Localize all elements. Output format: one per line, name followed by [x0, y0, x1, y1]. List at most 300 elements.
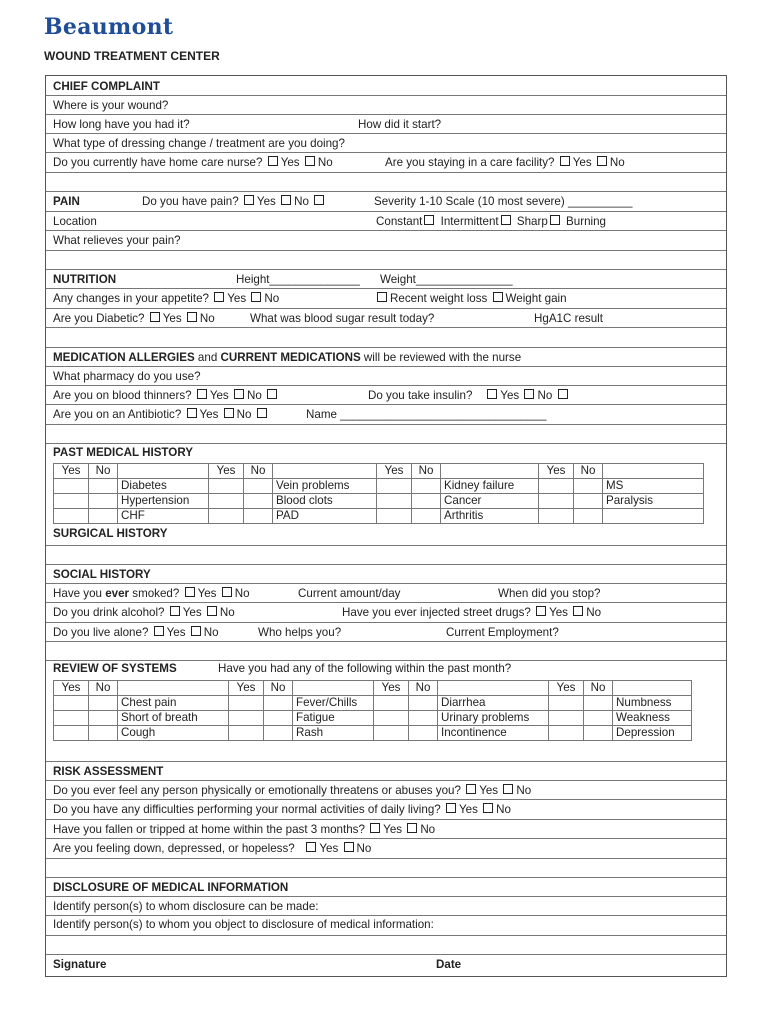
severity-label: Severity 1-10 Scale (10 most severe) __________ — [374, 195, 633, 208]
adl-row — [46, 800, 726, 820]
yes-cell[interactable] — [549, 726, 584, 741]
yes-cell[interactable] — [54, 509, 89, 524]
symptom-cell: Diarrhea — [438, 696, 549, 711]
blood-thinners-row — [46, 386, 726, 405]
condition-cell: PAD — [273, 509, 377, 524]
home-care-yes-checkbox[interactable] — [268, 156, 278, 166]
no-label: No — [199, 312, 215, 325]
alcohol-no-checkbox[interactable] — [207, 606, 217, 616]
pmh-title: PAST MEDICAL HISTORY — [53, 446, 193, 459]
home-care-label: Do you currently have home care nurse? — [53, 156, 263, 169]
and-text: and — [194, 351, 221, 364]
drugs-question — [342, 606, 601, 620]
alcohol-yes-checkbox[interactable] — [170, 606, 180, 616]
yes-label: Yes — [197, 587, 217, 600]
table-row — [54, 696, 692, 711]
insulin-yes-checkbox[interactable] — [487, 389, 497, 399]
no-cell[interactable] — [409, 726, 438, 741]
insulin-extra-checkbox[interactable] — [558, 389, 568, 399]
no-cell[interactable] — [89, 509, 118, 524]
antibiotic-yes-checkbox[interactable] — [187, 408, 197, 418]
intermittent-checkbox[interactable] — [501, 215, 511, 225]
pain-extra-checkbox[interactable] — [314, 195, 324, 205]
pmh-cell — [273, 464, 377, 479]
yes-cell[interactable] — [377, 509, 412, 524]
symptom-cell: Fever/Chills — [293, 696, 374, 711]
no-cell[interactable] — [412, 494, 441, 509]
signature-row — [46, 955, 726, 976]
page-subtitle: WOUND TREATMENT CENTER — [44, 49, 220, 63]
no-header: No — [89, 681, 118, 696]
employment-label: Current Employment? — [446, 626, 559, 639]
constant-checkbox[interactable] — [424, 215, 434, 225]
drugs-yes-checkbox[interactable] — [536, 606, 546, 616]
depressed-yes-checkbox[interactable] — [306, 842, 316, 852]
weight-loss-checkbox[interactable] — [377, 292, 387, 302]
no-label: No — [356, 842, 372, 855]
date-field[interactable]: Date — [436, 958, 462, 971]
ros-cell — [118, 681, 229, 696]
condition-cell — [603, 509, 704, 524]
insulin-label: Do you take insulin? — [368, 389, 473, 402]
symptom-cell: Depression — [613, 726, 692, 741]
home-care-no-checkbox[interactable] — [305, 156, 315, 166]
yes-header: Yes — [549, 681, 584, 696]
antibiotic-label: Are you on an Antibiotic? — [53, 408, 182, 421]
yes-cell[interactable] — [209, 494, 244, 509]
condition-cell: MS — [603, 479, 704, 494]
weight-gain-checkbox[interactable] — [493, 292, 503, 302]
no-cell[interactable] — [574, 479, 603, 494]
insulin-question — [368, 389, 571, 403]
thinners-yes-checkbox[interactable] — [197, 389, 207, 399]
antibiotic-row — [46, 405, 726, 425]
blood-thinners-question — [53, 389, 280, 403]
smoked-row — [46, 584, 726, 603]
smoked-text-a: Have you — [53, 587, 106, 600]
wound-location-label: Where is your wound? — [53, 99, 169, 112]
yes-cell[interactable] — [54, 711, 89, 726]
yes-cell[interactable] — [539, 509, 574, 524]
disclosure-allow-row[interactable] — [46, 897, 726, 916]
insulin-no-checkbox[interactable] — [524, 389, 534, 399]
pain-type-options — [376, 215, 606, 229]
social-row — [46, 565, 726, 584]
ros-cell — [438, 681, 549, 696]
intake-form — [45, 75, 727, 977]
condition-cell: CHF — [118, 509, 209, 524]
weight-loss-label: Recent weight loss — [390, 292, 488, 305]
alone-question — [53, 626, 219, 640]
table-row — [54, 681, 692, 696]
adl-label: Do you have any difficulties performing your normal activities of daily living? — [53, 803, 441, 816]
pmh-table — [53, 463, 704, 524]
no-label: No — [246, 389, 262, 402]
yes-header: Yes — [54, 681, 89, 696]
no-label: No — [537, 389, 553, 402]
chief-title: CHIEF COMPLAINT — [53, 80, 160, 93]
yes-header: Yes — [54, 464, 89, 479]
yes-label: Yes — [500, 389, 520, 402]
reviewed-text: will be reviewed with the nurse — [360, 351, 522, 364]
yes-cell[interactable] — [209, 509, 244, 524]
yes-label: Yes — [549, 606, 568, 619]
allergies-title: MEDICATION ALLERGIES — [53, 351, 195, 364]
yes-cell[interactable] — [54, 726, 89, 741]
symptom-cell: Urinary problems — [438, 711, 549, 726]
fall-yes-checkbox[interactable] — [370, 823, 380, 833]
home-care-question — [53, 156, 333, 170]
spacer-row — [46, 859, 726, 878]
depressed-row — [46, 839, 726, 859]
appetite-no-checkbox[interactable] — [251, 292, 261, 302]
yes-label: Yes — [572, 156, 592, 169]
pmh-cell — [118, 464, 209, 479]
depressed-no-checkbox[interactable] — [344, 842, 354, 852]
no-header: No — [89, 464, 118, 479]
surgical-input-row[interactable] — [46, 546, 726, 565]
risk-row — [46, 762, 726, 781]
relieves-label: What relieves your pain? — [53, 234, 181, 247]
thinners-extra-checkbox[interactable] — [267, 389, 277, 399]
spacer-row — [46, 936, 726, 955]
medications-row — [46, 348, 726, 367]
relieves-row[interactable] — [46, 231, 726, 251]
appetite-row — [46, 289, 726, 309]
blood-sugar-label: What was blood sugar result today? — [250, 312, 435, 325]
alcohol-label: Do you drink alcohol? — [53, 606, 165, 619]
appetite-question — [53, 292, 279, 306]
yes-header: Yes — [374, 681, 409, 696]
fall-row — [46, 820, 726, 839]
yes-label: Yes — [182, 606, 202, 619]
home-care-row — [46, 153, 726, 173]
abuse-yes-checkbox[interactable] — [466, 784, 476, 794]
yes-cell[interactable] — [374, 711, 409, 726]
pharmacy-label: What pharmacy do you use? — [53, 370, 201, 383]
pain-location-row — [46, 212, 726, 231]
no-label: No — [609, 156, 625, 169]
spacer-row — [46, 328, 726, 348]
ros-table — [53, 680, 692, 741]
burning-label: Burning — [566, 215, 607, 228]
yes-label: Yes — [280, 156, 300, 169]
no-cell[interactable] — [89, 696, 118, 711]
table-row — [54, 726, 692, 741]
no-cell[interactable] — [264, 711, 293, 726]
ros-cell — [613, 681, 692, 696]
yes-cell[interactable] — [229, 696, 264, 711]
no-cell[interactable] — [574, 509, 603, 524]
yes-cell[interactable] — [374, 696, 409, 711]
no-header: No — [584, 681, 613, 696]
antibiotic-question — [53, 408, 270, 422]
pharmacy-row[interactable] — [46, 367, 726, 386]
yes-cell[interactable] — [549, 711, 584, 726]
yes-cell[interactable] — [209, 479, 244, 494]
ros-title: REVIEW OF SYSTEMS — [53, 662, 177, 675]
social-title: SOCIAL HISTORY — [53, 568, 151, 581]
no-cell[interactable] — [89, 479, 118, 494]
location-label: Location — [53, 215, 97, 228]
diabetic-yes-checkbox[interactable] — [150, 312, 160, 322]
antibiotic-extra-checkbox[interactable] — [257, 408, 267, 418]
appetite-yes-checkbox[interactable] — [214, 292, 224, 302]
alone-no-checkbox[interactable] — [191, 626, 201, 636]
no-cell[interactable] — [412, 509, 441, 524]
no-cell[interactable] — [584, 696, 613, 711]
symptom-cell: Weakness — [613, 711, 692, 726]
disclosure-object-row[interactable] — [46, 916, 726, 936]
risk-title: RISK ASSESSMENT — [53, 765, 164, 778]
abuse-row — [46, 781, 726, 800]
condition-cell: Arthritis — [441, 509, 539, 524]
no-label: No — [236, 408, 252, 421]
wound-start-label: How did it start? — [358, 118, 442, 131]
ros-cell — [293, 681, 374, 696]
no-label: No — [219, 606, 235, 619]
adl-no-checkbox[interactable] — [483, 803, 493, 813]
care-facility-label: Are you staying in a care facility? — [385, 156, 555, 169]
pmh-cell — [441, 464, 539, 479]
spacer-row — [46, 746, 726, 762]
table-row — [54, 464, 704, 479]
yes-cell[interactable] — [377, 494, 412, 509]
smoked-no-checkbox[interactable] — [222, 587, 232, 597]
no-label: No — [203, 626, 219, 639]
yes-label: Yes — [458, 803, 478, 816]
condition-cell: Vein problems — [273, 479, 377, 494]
no-label: No — [264, 292, 280, 305]
condition-cell: Blood clots — [273, 494, 377, 509]
disclosure-title: DISCLOSURE OF MEDICAL INFORMATION — [53, 881, 289, 894]
height-field[interactable]: Height______________ — [236, 273, 360, 286]
nutrition-title: NUTRITION — [53, 273, 117, 286]
no-cell[interactable] — [409, 711, 438, 726]
yes-header: Yes — [229, 681, 264, 696]
smoked-yes-checkbox[interactable] — [185, 587, 195, 597]
drugs-label: Have you ever injected street drugs? — [342, 606, 531, 619]
yes-cell[interactable] — [549, 696, 584, 711]
no-cell[interactable] — [574, 494, 603, 509]
alcohol-row — [46, 603, 726, 623]
antibiotic-name-field[interactable]: Name ________________________________ — [306, 408, 547, 421]
depressed-label: Are you feeling down, depressed, or hopeless? — [53, 842, 295, 855]
antibiotic-no-checkbox[interactable] — [224, 408, 234, 418]
yes-cell[interactable] — [539, 494, 574, 509]
condition-cell: Paralysis — [603, 494, 704, 509]
wound-location-row[interactable] — [46, 96, 726, 115]
no-cell[interactable] — [584, 726, 613, 741]
no-label: No — [586, 606, 602, 619]
chief-header-row — [46, 76, 726, 96]
no-label: No — [420, 823, 436, 836]
no-label: No — [317, 156, 333, 169]
no-cell[interactable] — [409, 696, 438, 711]
diabetic-label: Are you Diabetic? — [53, 312, 145, 325]
pain-row — [46, 192, 726, 212]
no-cell[interactable] — [584, 711, 613, 726]
yes-label: Yes — [166, 626, 186, 639]
hga1c-label: HgA1C result — [534, 312, 603, 325]
care-facility-yes-checkbox[interactable] — [560, 156, 570, 166]
yes-label: Yes — [479, 784, 499, 797]
medications-title — [53, 351, 521, 365]
pain-yes-checkbox[interactable] — [244, 195, 254, 205]
no-label: No — [516, 784, 532, 797]
fall-label: Have you fallen or tripped at home within the past 3 months? — [53, 823, 365, 836]
no-label: No — [496, 803, 511, 816]
weight-field[interactable]: Weight_______________ — [380, 273, 513, 286]
yes-cell[interactable] — [229, 726, 264, 741]
sharp-label: Sharp — [516, 215, 548, 228]
stop-label: When did you stop? — [498, 587, 601, 600]
care-facility-question — [385, 156, 625, 170]
condition-cell: Hypertension — [118, 494, 209, 509]
diabetic-question — [53, 312, 215, 326]
yes-cell[interactable] — [377, 479, 412, 494]
disclosure-row — [46, 878, 726, 897]
yes-cell[interactable] — [229, 711, 264, 726]
alcohol-question — [53, 606, 235, 620]
wound-duration-row[interactable] — [46, 115, 726, 134]
no-cell[interactable] — [244, 479, 273, 494]
table-row — [54, 509, 704, 524]
symptom-cell: Cough — [118, 726, 229, 741]
beaumont-logo: Beaumont — [44, 14, 174, 40]
no-cell[interactable] — [264, 696, 293, 711]
pain-no-checkbox[interactable] — [281, 195, 291, 205]
nutrition-row — [46, 270, 726, 289]
symptom-cell: Chest pain — [118, 696, 229, 711]
yes-header: Yes — [377, 464, 412, 479]
no-header: No — [264, 681, 293, 696]
alone-label: Do you live alone? — [53, 626, 149, 639]
symptom-cell: Incontinence — [438, 726, 549, 741]
no-label: No — [234, 587, 250, 600]
symptom-cell: Short of breath — [118, 711, 229, 726]
abuse-no-checkbox[interactable] — [503, 784, 513, 794]
condition-cell: Diabetes — [118, 479, 209, 494]
spacer-row — [46, 173, 726, 192]
no-header: No — [409, 681, 438, 696]
symptom-cell: Fatigue — [293, 711, 374, 726]
no-cell[interactable] — [264, 726, 293, 741]
diabetic-row — [46, 309, 726, 328]
yes-cell[interactable] — [54, 494, 89, 509]
yes-header: Yes — [209, 464, 244, 479]
smoked-question — [53, 587, 250, 601]
weight-change-options — [375, 292, 567, 306]
no-cell[interactable] — [89, 711, 118, 726]
sharp-checkbox[interactable] — [550, 215, 560, 225]
yes-label: Yes — [227, 292, 247, 305]
no-cell[interactable] — [244, 509, 273, 524]
no-label: No — [294, 195, 309, 208]
adl-yes-checkbox[interactable] — [446, 803, 456, 813]
weight-gain-label: Weight gain — [505, 292, 567, 305]
spacer-row — [46, 642, 726, 661]
pain-label: Do you have pain? — [142, 195, 239, 208]
smoked-text-c: smoked? — [129, 587, 180, 600]
alone-yes-checkbox[interactable] — [154, 626, 164, 636]
no-header: No — [412, 464, 441, 479]
spacer-row — [46, 425, 726, 444]
spacer-row — [46, 251, 726, 270]
no-cell[interactable] — [412, 479, 441, 494]
condition-cell: Kidney failure — [441, 479, 539, 494]
symptom-cell: Rash — [293, 726, 374, 741]
abuse-label: Do you ever feel any person physically or emotionally threatens or abuses you? — [53, 784, 461, 797]
abuse-question — [53, 784, 531, 798]
alone-row — [46, 623, 726, 642]
care-facility-no-checkbox[interactable] — [597, 156, 607, 166]
current-meds-title: CURRENT MEDICATIONS — [220, 351, 361, 364]
yes-cell[interactable] — [54, 696, 89, 711]
yes-label: Yes — [209, 389, 229, 402]
signature-field[interactable]: Signature — [53, 958, 107, 971]
intermittent-label: Intermittent — [440, 215, 499, 228]
yes-cell[interactable] — [54, 479, 89, 494]
surgical-row — [46, 526, 726, 546]
ros-question: Have you had any of the following within the past month? — [218, 662, 512, 675]
smoked-ever: ever — [105, 587, 130, 600]
dressing-row[interactable] — [46, 134, 726, 153]
dressing-label: What type of dressing change / treatment are you doing? — [53, 137, 345, 150]
table-row — [54, 711, 692, 726]
yes-label: Yes — [162, 312, 182, 325]
table-row — [54, 479, 704, 494]
yes-label: Yes — [383, 823, 403, 836]
yes-label: Yes — [256, 195, 276, 208]
ros-header-row — [46, 661, 726, 680]
depressed-question — [53, 842, 371, 856]
yes-label: Yes — [319, 842, 339, 855]
disclosure-allow-label: Identify person(s) to whom disclosure can be made: — [53, 900, 319, 913]
wound-duration-label: How long have you had it? — [53, 118, 190, 131]
drugs-no-checkbox[interactable] — [573, 606, 583, 616]
constant-label: Constant — [376, 215, 423, 228]
no-cell[interactable] — [89, 726, 118, 741]
thinners-no-checkbox[interactable] — [234, 389, 244, 399]
helps-label: Who helps you? — [258, 626, 342, 639]
pain-question — [142, 195, 327, 209]
fall-question — [53, 823, 435, 837]
fall-no-checkbox[interactable] — [407, 823, 417, 833]
yes-cell[interactable] — [539, 479, 574, 494]
no-header: No — [574, 464, 603, 479]
no-header: No — [244, 464, 273, 479]
table-row — [54, 494, 704, 509]
pmh-header-row — [46, 444, 726, 464]
no-cell[interactable] — [89, 494, 118, 509]
no-cell[interactable] — [244, 494, 273, 509]
yes-cell[interactable] — [374, 726, 409, 741]
appetite-label: Any changes in your appetite? — [53, 292, 209, 305]
pmh-cell — [603, 464, 704, 479]
yes-header: Yes — [539, 464, 574, 479]
yes-label: Yes — [199, 408, 219, 421]
amount-label: Current amount/day — [298, 587, 401, 600]
diabetic-no-checkbox[interactable] — [187, 312, 197, 322]
blood-thinners-label: Are you on blood thinners? — [53, 389, 192, 402]
condition-cell: Cancer — [441, 494, 539, 509]
pain-title: PAIN — [53, 195, 80, 208]
adl-question — [53, 803, 511, 817]
symptom-cell: Numbness — [613, 696, 692, 711]
surgical-title: SURGICAL HISTORY — [53, 527, 168, 540]
disclosure-object-label: Identify person(s) to whom you object to disclosure of medical information: — [53, 918, 434, 931]
